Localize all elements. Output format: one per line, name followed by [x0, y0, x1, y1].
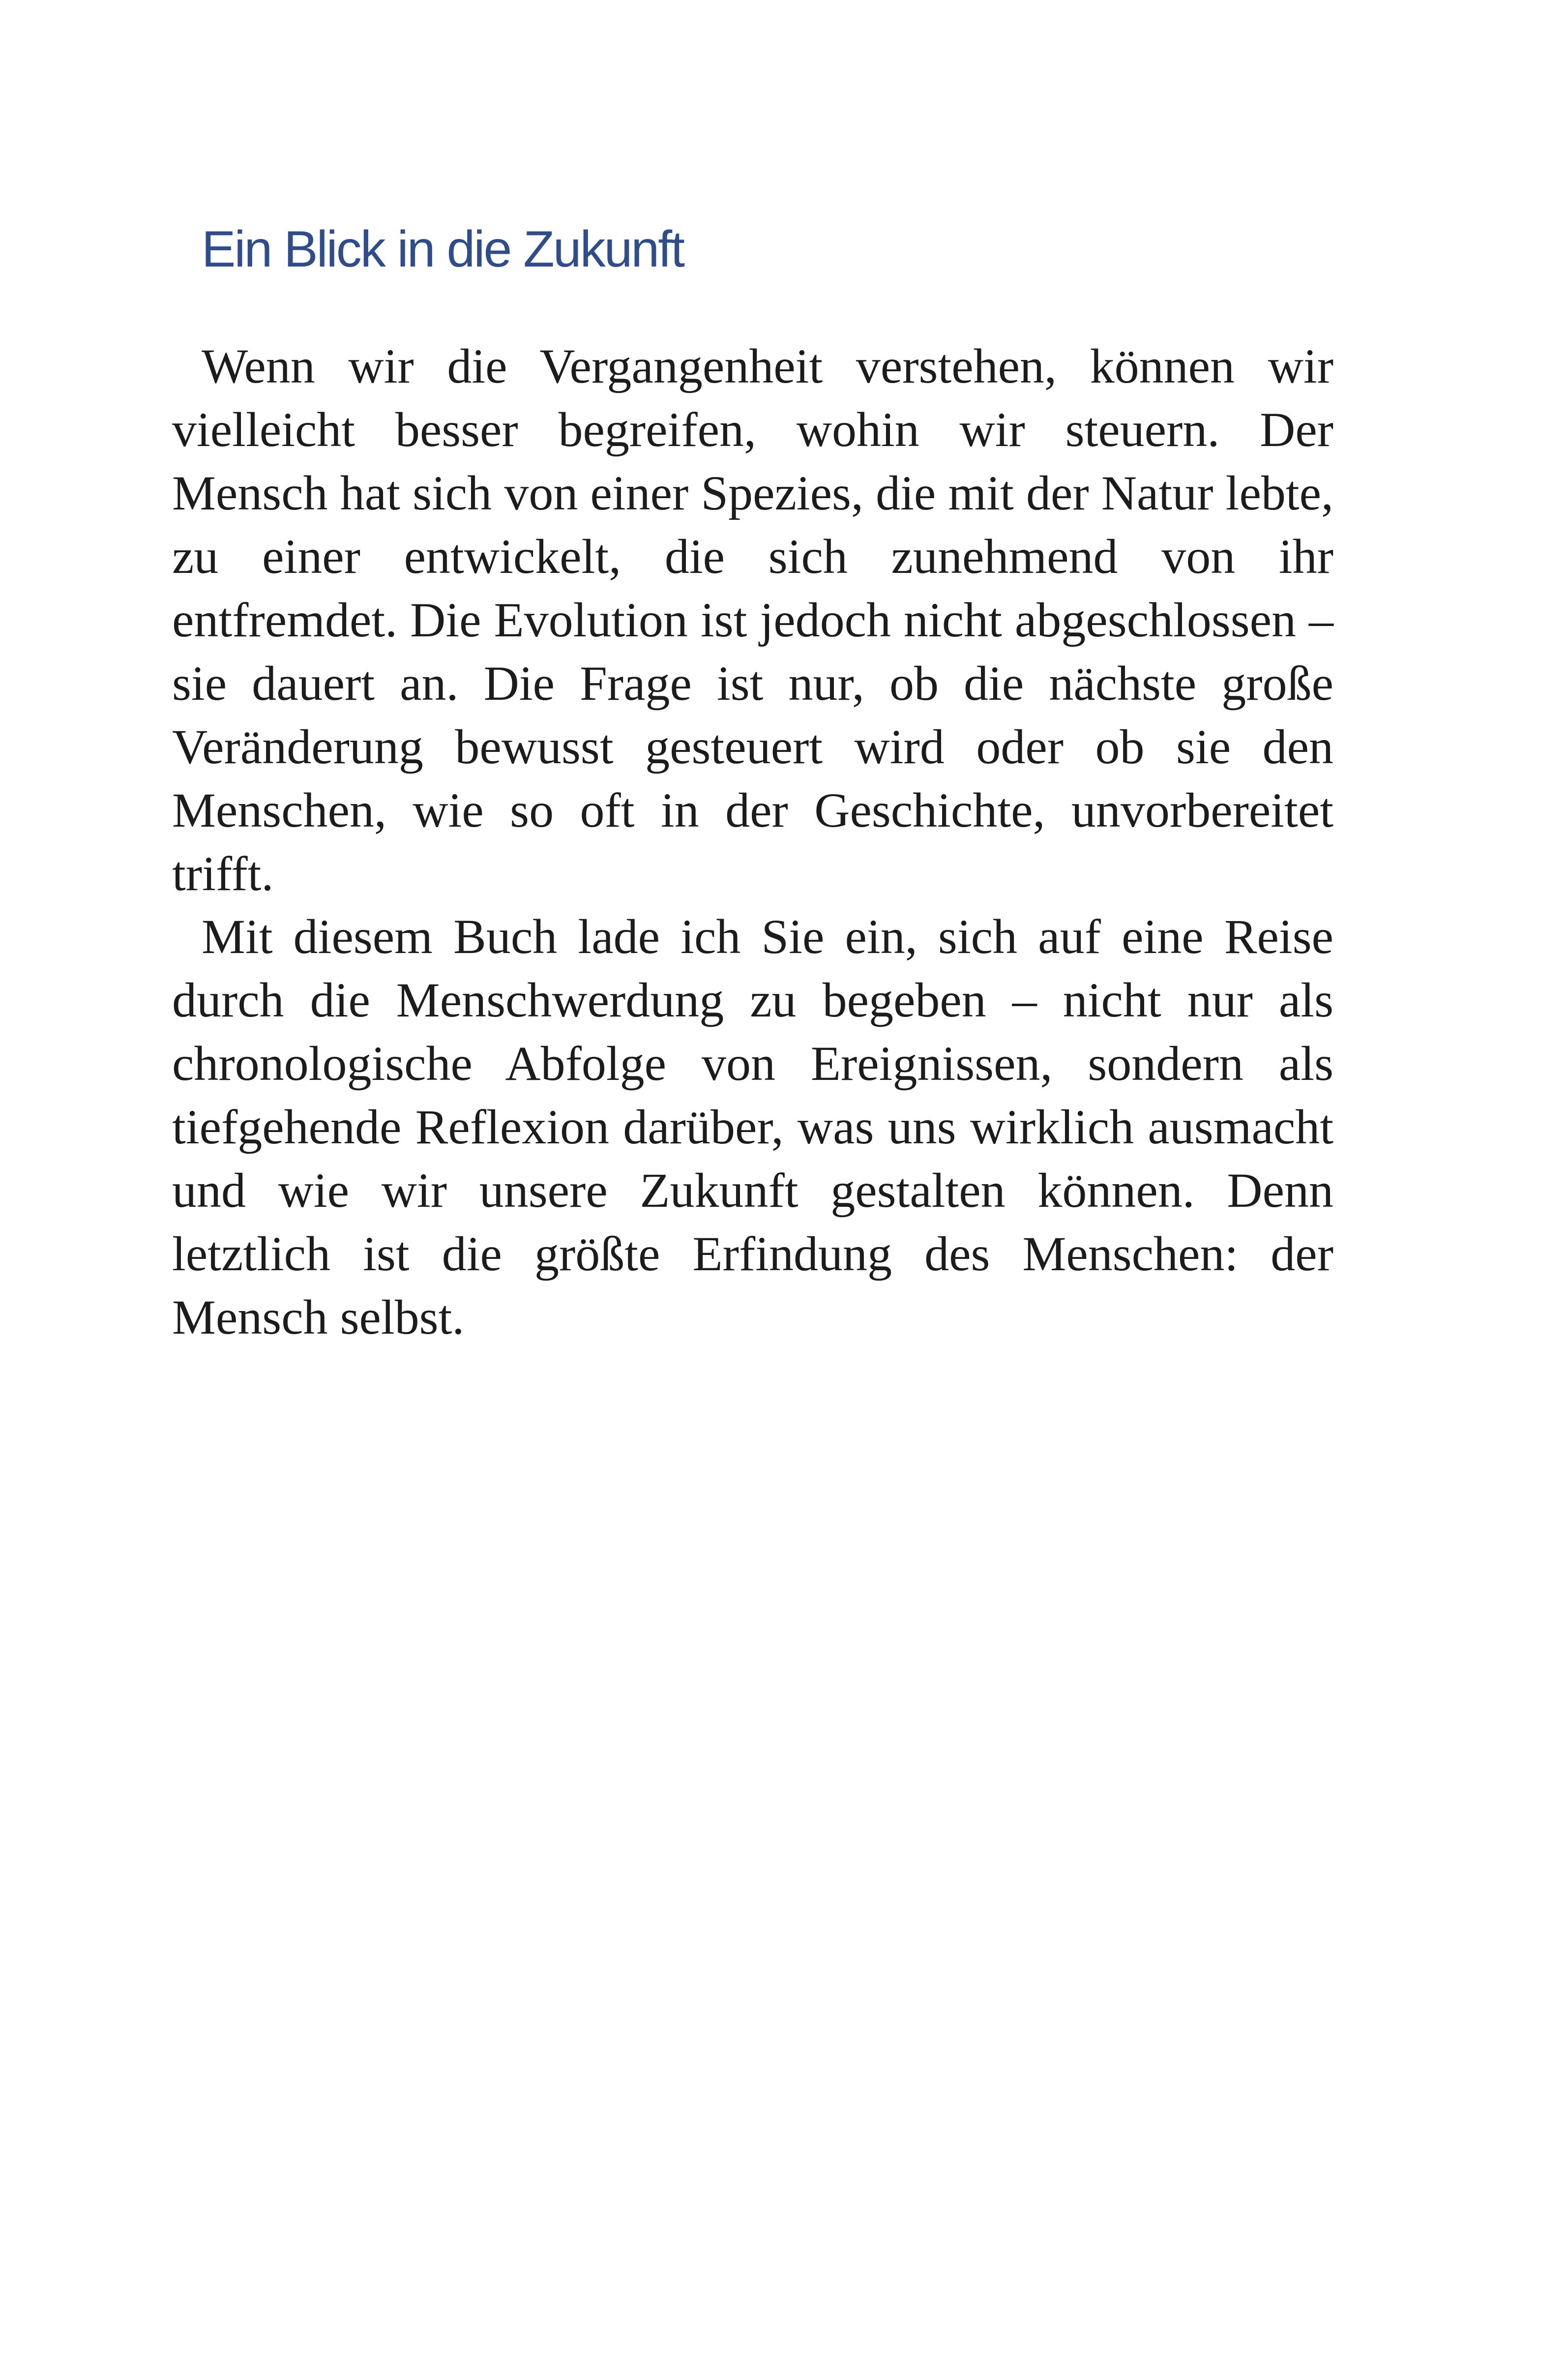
- section-heading: Ein Blick in die Zukunft: [202, 221, 684, 278]
- body-paragraph-1: Wenn wir die Vergangenheit verstehen, können wir vielleicht besser begreifen, wohin wir steuern. Der Mensch hat sich von einer Spezies, die mit der Natur lebte, zu einer entwickelt, die sich zunehmend von ihr entfremdet. Die Evolution ist jedoch nicht abgeschlossen – sie dauert an. Die Frage ist nur, ob die nächste große Veränderung bewusst gesteuert wird oder ob sie den Menschen, wie so oft in der Geschichte, unvorbereitet trifft.: [172, 339, 1333, 901]
- body-paragraph-2: Mit diesem Buch lade ich Sie ein, sich auf eine Reise durch die Menschwerdung zu begeben – nicht nur als chronologische Abfolge von Ereignissen, sondern als tiefgehende Reflexion darüber, was uns wirklich ausmacht und wie wir unsere Zukunft gestalten können. Denn letztlich ist die größte Erfindung des Menschen: der Mensch selbst.: [172, 909, 1333, 1344]
